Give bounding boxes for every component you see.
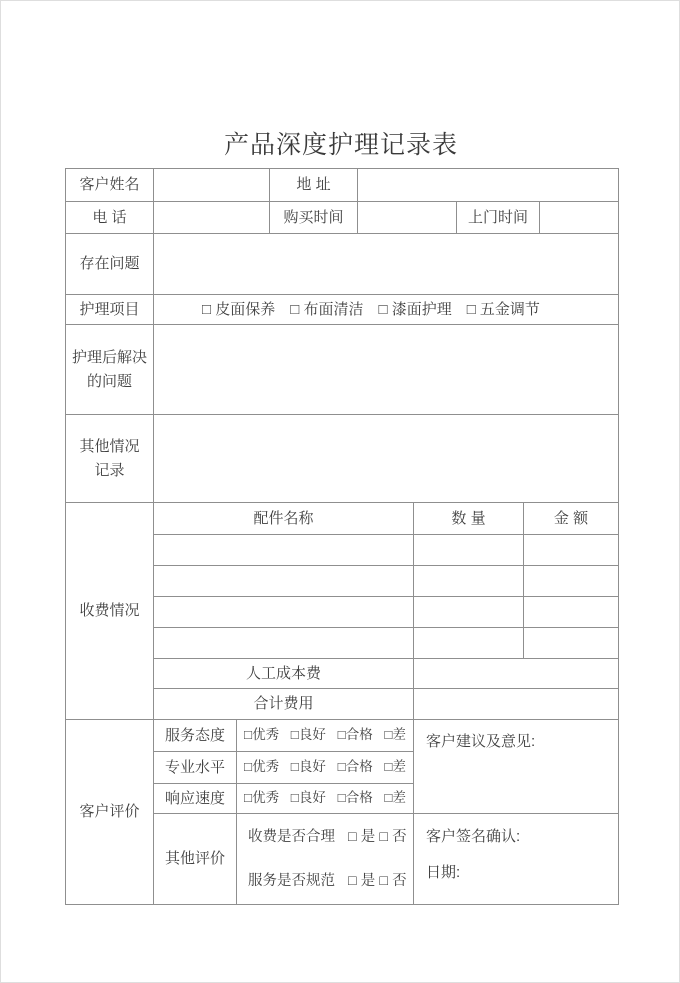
other-records-input[interactable] xyxy=(153,414,619,503)
phone-label: 电 话 xyxy=(65,201,154,234)
other-records-label-line2: 记录 xyxy=(94,461,125,479)
checkbox-paint-care[interactable]: □ 漆面护理 xyxy=(378,300,452,318)
charge-row-2-amount-input[interactable] xyxy=(523,565,619,597)
charges-col-amount: 金 额 xyxy=(523,502,619,535)
labor-cost-label: 人工成本费 xyxy=(153,658,414,689)
purchase-time-input[interactable] xyxy=(357,201,457,234)
checkbox-poor[interactable]: □差 xyxy=(384,790,406,806)
date-label: 日期: xyxy=(426,864,461,882)
customer-name-label: 客户姓名 xyxy=(65,168,154,202)
other-records-label xyxy=(65,414,154,503)
total-cost-input[interactable] xyxy=(413,688,619,720)
checkbox-good[interactable]: □良好 xyxy=(290,727,326,743)
purchase-time-label: 购买时间 xyxy=(269,201,358,234)
charges-col-quantity: 数 量 xyxy=(413,502,524,535)
charge-row-3-amount-input[interactable] xyxy=(523,596,619,628)
professional-level-label: 专业水平 xyxy=(153,751,237,784)
checkbox-leather-care[interactable]: □ 皮面保养 xyxy=(202,300,276,318)
other-evaluation-label: 其他评价 xyxy=(153,813,237,905)
resolved-problems-label-line2: 的问题 xyxy=(86,372,132,390)
response-speed-ratings xyxy=(236,783,414,814)
customer-signature-cell[interactable] xyxy=(413,813,619,905)
charges-label: 收费情况 xyxy=(65,502,154,720)
checkbox-excellent[interactable]: □优秀 xyxy=(244,759,280,775)
fee-reasonable-line xyxy=(248,826,407,848)
fee-reasonable-yes-no-checkboxes[interactable]: □ 是 □ 否 xyxy=(348,829,407,846)
resolved-problems-label-line1: 护理后解决 xyxy=(71,348,147,366)
charge-row-4-qty-input[interactable] xyxy=(413,627,524,659)
checkbox-fabric-clean[interactable]: □ 布面清洁 xyxy=(290,300,364,318)
labor-cost-input[interactable] xyxy=(413,658,619,689)
customer-signature-label: 客户签名确认: xyxy=(426,828,521,845)
care-items-options xyxy=(153,294,619,325)
checkbox-pass[interactable]: □合格 xyxy=(337,727,373,743)
checkbox-excellent[interactable]: □优秀 xyxy=(244,727,280,743)
checkbox-excellent[interactable]: □优秀 xyxy=(244,790,280,806)
charge-row-4-amount-input[interactable] xyxy=(523,627,619,659)
charge-row-3-part-input[interactable] xyxy=(153,596,414,628)
service-attitude-label: 服务态度 xyxy=(153,719,237,752)
charge-row-1-part-input[interactable] xyxy=(153,534,414,566)
professional-level-ratings xyxy=(236,751,414,784)
service-attitude-ratings xyxy=(236,719,414,752)
care-items-label: 护理项目 xyxy=(65,294,154,325)
charge-row-2-qty-input[interactable] xyxy=(413,565,524,597)
service-standard-line xyxy=(248,870,407,892)
customer-suggestions-cell[interactable] xyxy=(413,719,619,814)
charge-row-1-qty-input[interactable] xyxy=(413,534,524,566)
resolved-problems-label xyxy=(65,324,154,415)
visit-time-input[interactable] xyxy=(539,201,619,234)
response-speed-label: 响应速度 xyxy=(153,783,237,814)
page-title: 产品深度护理记录表 xyxy=(223,131,458,159)
charges-col-part-name: 配件名称 xyxy=(153,502,414,535)
checkbox-pass[interactable]: □合格 xyxy=(337,790,373,806)
charge-row-2-part-input[interactable] xyxy=(153,565,414,597)
phone-input[interactable] xyxy=(153,201,270,234)
checkbox-good[interactable]: □良好 xyxy=(290,759,326,775)
checkbox-pass[interactable]: □合格 xyxy=(337,759,373,775)
total-cost-label: 合计费用 xyxy=(153,688,414,720)
care-record-form xyxy=(65,168,619,905)
checkbox-good[interactable]: □良好 xyxy=(290,790,326,806)
customer-name-input[interactable] xyxy=(153,168,270,202)
evaluation-label: 客户评价 xyxy=(65,719,154,905)
checkbox-poor[interactable]: □差 xyxy=(384,759,406,775)
visit-time-label: 上门时间 xyxy=(456,201,540,234)
address-input[interactable] xyxy=(357,168,619,202)
address-label: 地 址 xyxy=(269,168,358,202)
charge-row-4-part-input[interactable] xyxy=(153,627,414,659)
customer-suggestions-label: 客户建议及意见: xyxy=(426,733,536,750)
service-standard-yes-no-checkboxes[interactable]: □ 是 □ 否 xyxy=(348,872,407,889)
other-records-label-line1: 其他情况 xyxy=(79,437,140,455)
problems-label: 存在问题 xyxy=(65,233,154,295)
charge-row-1-amount-input[interactable] xyxy=(523,534,619,566)
checkbox-poor[interactable]: □差 xyxy=(384,727,406,743)
fee-reasonable-label: 收费是否合理 xyxy=(248,829,335,846)
resolved-problems-input[interactable] xyxy=(153,324,619,415)
problems-input[interactable] xyxy=(153,233,619,295)
service-standard-label: 服务是否规范 xyxy=(248,872,335,889)
other-evaluation-options xyxy=(236,813,414,905)
charge-row-3-qty-input[interactable] xyxy=(413,596,524,628)
checkbox-hardware-adjust[interactable]: □ 五金调节 xyxy=(466,300,540,318)
